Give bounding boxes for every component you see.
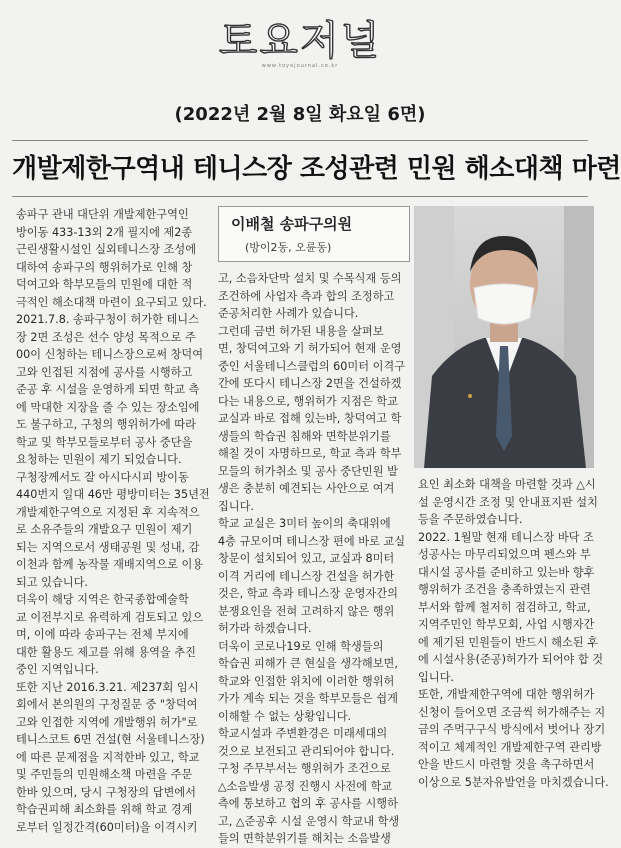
article-line: 입니다. [418, 670, 454, 684]
article-line: 에 막대한 지장을 줄 수 있는 장소임에 [16, 400, 200, 414]
article-line: 구청 주무부서는 행위허가 조건으로 [218, 762, 391, 775]
article-line: 면, 창덕여고와 기 허가되어 현재 운영 [218, 342, 402, 355]
article-line: 교실과 바로 접해 있는바, 창덕여고 학 [218, 412, 402, 425]
masthead [0, 20, 600, 69]
article-line: 4층 규모이며 테니스장 편에 바로 교실 [218, 534, 406, 548]
article-line: 한바 있으며, 당시 구청장의 답변에서 [16, 785, 196, 799]
article-line: 등을 주문하였습니다. [418, 513, 523, 526]
article-line: 준공처리한 사례가 있습니다. [218, 307, 359, 320]
article-line: 대한 활용도 제고를 위해 용역을 추진 [16, 645, 196, 659]
article-line: 방이동 433-13외 2개 필지에 제2종 [16, 225, 193, 239]
article-line: 개발제한구역으로 지정된 후 지속적으 [16, 505, 200, 519]
article-line: 장 2면 조성은 선수 양성 목적으로 주 [16, 330, 196, 344]
article-line: 분쟁요인을 전혀 고려하지 않은 행위 [218, 604, 395, 618]
article-line: 에 따른 문제점을 지적한바 있고, 학교 [16, 750, 200, 764]
article-line: 행위허가 조건을 충족하였는지 관련 [418, 583, 591, 596]
article-line: 440번지 일대 46만 평방미터는 35년전 [16, 488, 210, 501]
byline-box [218, 206, 410, 262]
divider [12, 140, 588, 141]
article-line: 대하여 송파구의 행위허가로 인해 창 [16, 260, 193, 274]
divider [12, 196, 588, 197]
article-line: 지역주민인 학부모회, 사업 시행자간 [418, 618, 595, 631]
article-line: 금의 주먹구구식 방식에서 벗어나 장기 [418, 723, 606, 736]
article-line: 요청하는 민원이 제기 되었습니다. [16, 453, 182, 466]
article-column-1 [16, 206, 212, 834]
article-line: 학교 교실은 3미터 높이의 축대위에 [218, 517, 391, 530]
article-line: 설 운영시간 조정 및 안내표지판 설치 [418, 495, 598, 509]
article-line: 또한 지난 2016.3.21. 제237회 임시 [16, 680, 199, 694]
article-line: 들의 면학분위기를 해치는 소음발생 [218, 832, 391, 845]
article-line: 더욱이 코로나19로 인해 학생들의 [218, 639, 384, 653]
article-line: 모들의 허가취소 및 공사 중단민원 발 [218, 464, 398, 478]
article-line: 학교와 인접한 위치에 이러한 행위허 [218, 674, 395, 688]
article-line: 다는 내용으로, 행위허가 지점은 학교 [218, 394, 398, 408]
article-line: 에 제기된 민원들이 반드시 해소된 후 [418, 635, 598, 649]
portrait-illustration [414, 206, 594, 468]
article-line: 생들의 학습권 침해와 면학분위기를 [218, 429, 391, 443]
article-line: 송파구 관내 대단위 개발제한구역인 [16, 208, 189, 221]
article-line: 극적인 해소대책 마련이 요구되고 있다. [16, 295, 207, 309]
byline-name: 이배철 송파구의원 [231, 215, 353, 233]
article-line: 구청장께서도 잘 아시다시피 방이동 [16, 470, 189, 484]
article-line: 안을 반드시 마련할 것을 촉구하면서 [418, 758, 595, 771]
article-line: 부서와 함께 철저히 점검하고, 학교, [418, 600, 591, 614]
article-line: 학습권 피해가 큰 현실을 생각해보면, [218, 657, 398, 670]
article-line: 회에서 본의원의 구정질문 중 "창덕여 [16, 698, 198, 711]
article-line: 이격 거리에 테니스장 건설을 허가한 [218, 569, 395, 583]
article-line: 적이고 체계적인 개발제한구역 관리방 [418, 740, 602, 754]
article-line: 00이 신청하는 테니스장으로써 창덕여 [16, 348, 204, 361]
headline: 개발제한구역내 테니스장 조성관련 민원 해소대책 마련 [12, 154, 621, 184]
article-line: 이상으로 5분자유발언을 마치겠습니다. [418, 775, 609, 789]
article-line: 며, 이에 따라 송파구는 전체 부지에 [16, 628, 189, 641]
article-line: 테니스코트 6면 건설(현 서울테니스장) [16, 733, 205, 746]
article-line: 덕여고와 학부모들의 민원에 대한 적 [16, 278, 193, 291]
article-line: 가가 계속 되는 것을 학부모들은 쉽게 [218, 692, 398, 705]
dateline: (2022년 2월 8일 화요일 6면) [174, 104, 426, 125]
article-line: 고와 인접된 지점에 공사를 시행하고 [16, 365, 193, 379]
article-line: 요인 최소화 대책을 마련할 것과 △시 [418, 478, 596, 491]
byline-district: (방이2동, 오륜동) [245, 241, 332, 254]
article-line: △소음발생 공정 진행시 사전에 학교 [218, 779, 393, 793]
article-line: 이천과 함께 농작물 재배지역으로 이용 [16, 558, 204, 571]
article-line: 것은, 학교 측과 테니스장 운영자간의 [218, 587, 398, 600]
article-line: 대시설 공사를 준비하고 있는바 향후 [418, 565, 595, 579]
article-line: 해칠 것이 자명하므로, 학교 측과 학부 [218, 447, 402, 460]
councilor-photo [414, 206, 594, 468]
article-line: 조건하에 사업자 측과 합의 조정하고 [218, 289, 395, 303]
article-line: 준공 후 시설을 운영하게 되면 학교 측 [16, 383, 200, 396]
article-line: 그런데 금번 허가된 내용을 살펴보 [218, 324, 384, 338]
article-line: 학습권피해 최소화를 위해 학교 경계 [16, 803, 193, 816]
article-line: 학교 및 학부모들로부터 공사 중단을 [16, 435, 193, 449]
article-line: 근린생활시설인 실외테니스장 조성에 [16, 243, 197, 256]
article-line: 측에 통보하고 협의 후 공사를 시행하 [218, 797, 398, 810]
article-line: 학교시설과 주변환경은 미래세대의 [218, 727, 388, 740]
article-line: 간에 또다시 테니스장 2면을 건설하겠 [218, 377, 402, 390]
article-line: 되는 지역으로서 생태공원 및 성내, 감 [16, 540, 200, 554]
article-line: 도 불구하고, 구청의 행위허가에 따라 [16, 418, 196, 431]
article-line: 2021.7.8. 송파구청이 허가한 테니스 [16, 313, 199, 326]
article-line: 교 이전부지로 유력하게 검토되고 있으 [16, 610, 204, 624]
article-line: 집니다. [218, 499, 254, 513]
article-line: 고와 인접한 지역에 개발행위 허가"로 [16, 715, 198, 729]
article-line: 허가라 하겠습니다. [218, 622, 312, 635]
masthead-title: 토요저널 [218, 18, 382, 64]
article-column-3 [418, 476, 609, 800]
article-line: 고, 소음차단막 설치 및 수목식재 등의 [218, 272, 402, 285]
article-line: 성공사는 마무리되었으며 펜스와 부 [418, 548, 591, 561]
article-line: 신청이 들어오면 조금씩 허가해주는 지 [418, 705, 606, 719]
article-line: 이해할 수 없는 상황입니다. [218, 709, 352, 723]
article-line: 중인 서울테니스클럽의 60미터 이격구 [218, 359, 406, 373]
article-column-2 [218, 270, 410, 845]
article-line: 고, △준공후 시설 운영시 학교내 학생 [218, 814, 400, 828]
article-line: 에 시설사용(준공)허가가 되어야 합 것 [418, 653, 604, 666]
article-line: 로 소유주들의 개발요구 민원이 제기 [16, 523, 193, 536]
article-line: 더욱이 해당 지역은 한국종합예술학 [16, 593, 189, 606]
masthead-url: www.toyojournal.co.kr [261, 63, 339, 69]
article-line: 및 주민들의 민원해소책 마련을 주문 [16, 768, 193, 781]
article-line: 창문이 설치되어 있고, 교실과 8미터 [218, 552, 395, 565]
article-line: 또한, 개발제한구역에 대한 행위허가 [418, 688, 595, 701]
article-line: 로부터 일정간격(60미터)을 이격시키 [16, 820, 198, 834]
article-line: 2022. 1월말 현재 테니스장 바닥 조 [418, 530, 594, 544]
article-line: 생은 충분히 예견되는 사안으로 여겨 [218, 482, 395, 495]
article-line: 되고 있습니다. [16, 575, 88, 589]
article-line: 것으로 보전되고 관리되어야 합니다. [218, 744, 395, 758]
article-line: 중인 지역입니다. [16, 663, 99, 676]
